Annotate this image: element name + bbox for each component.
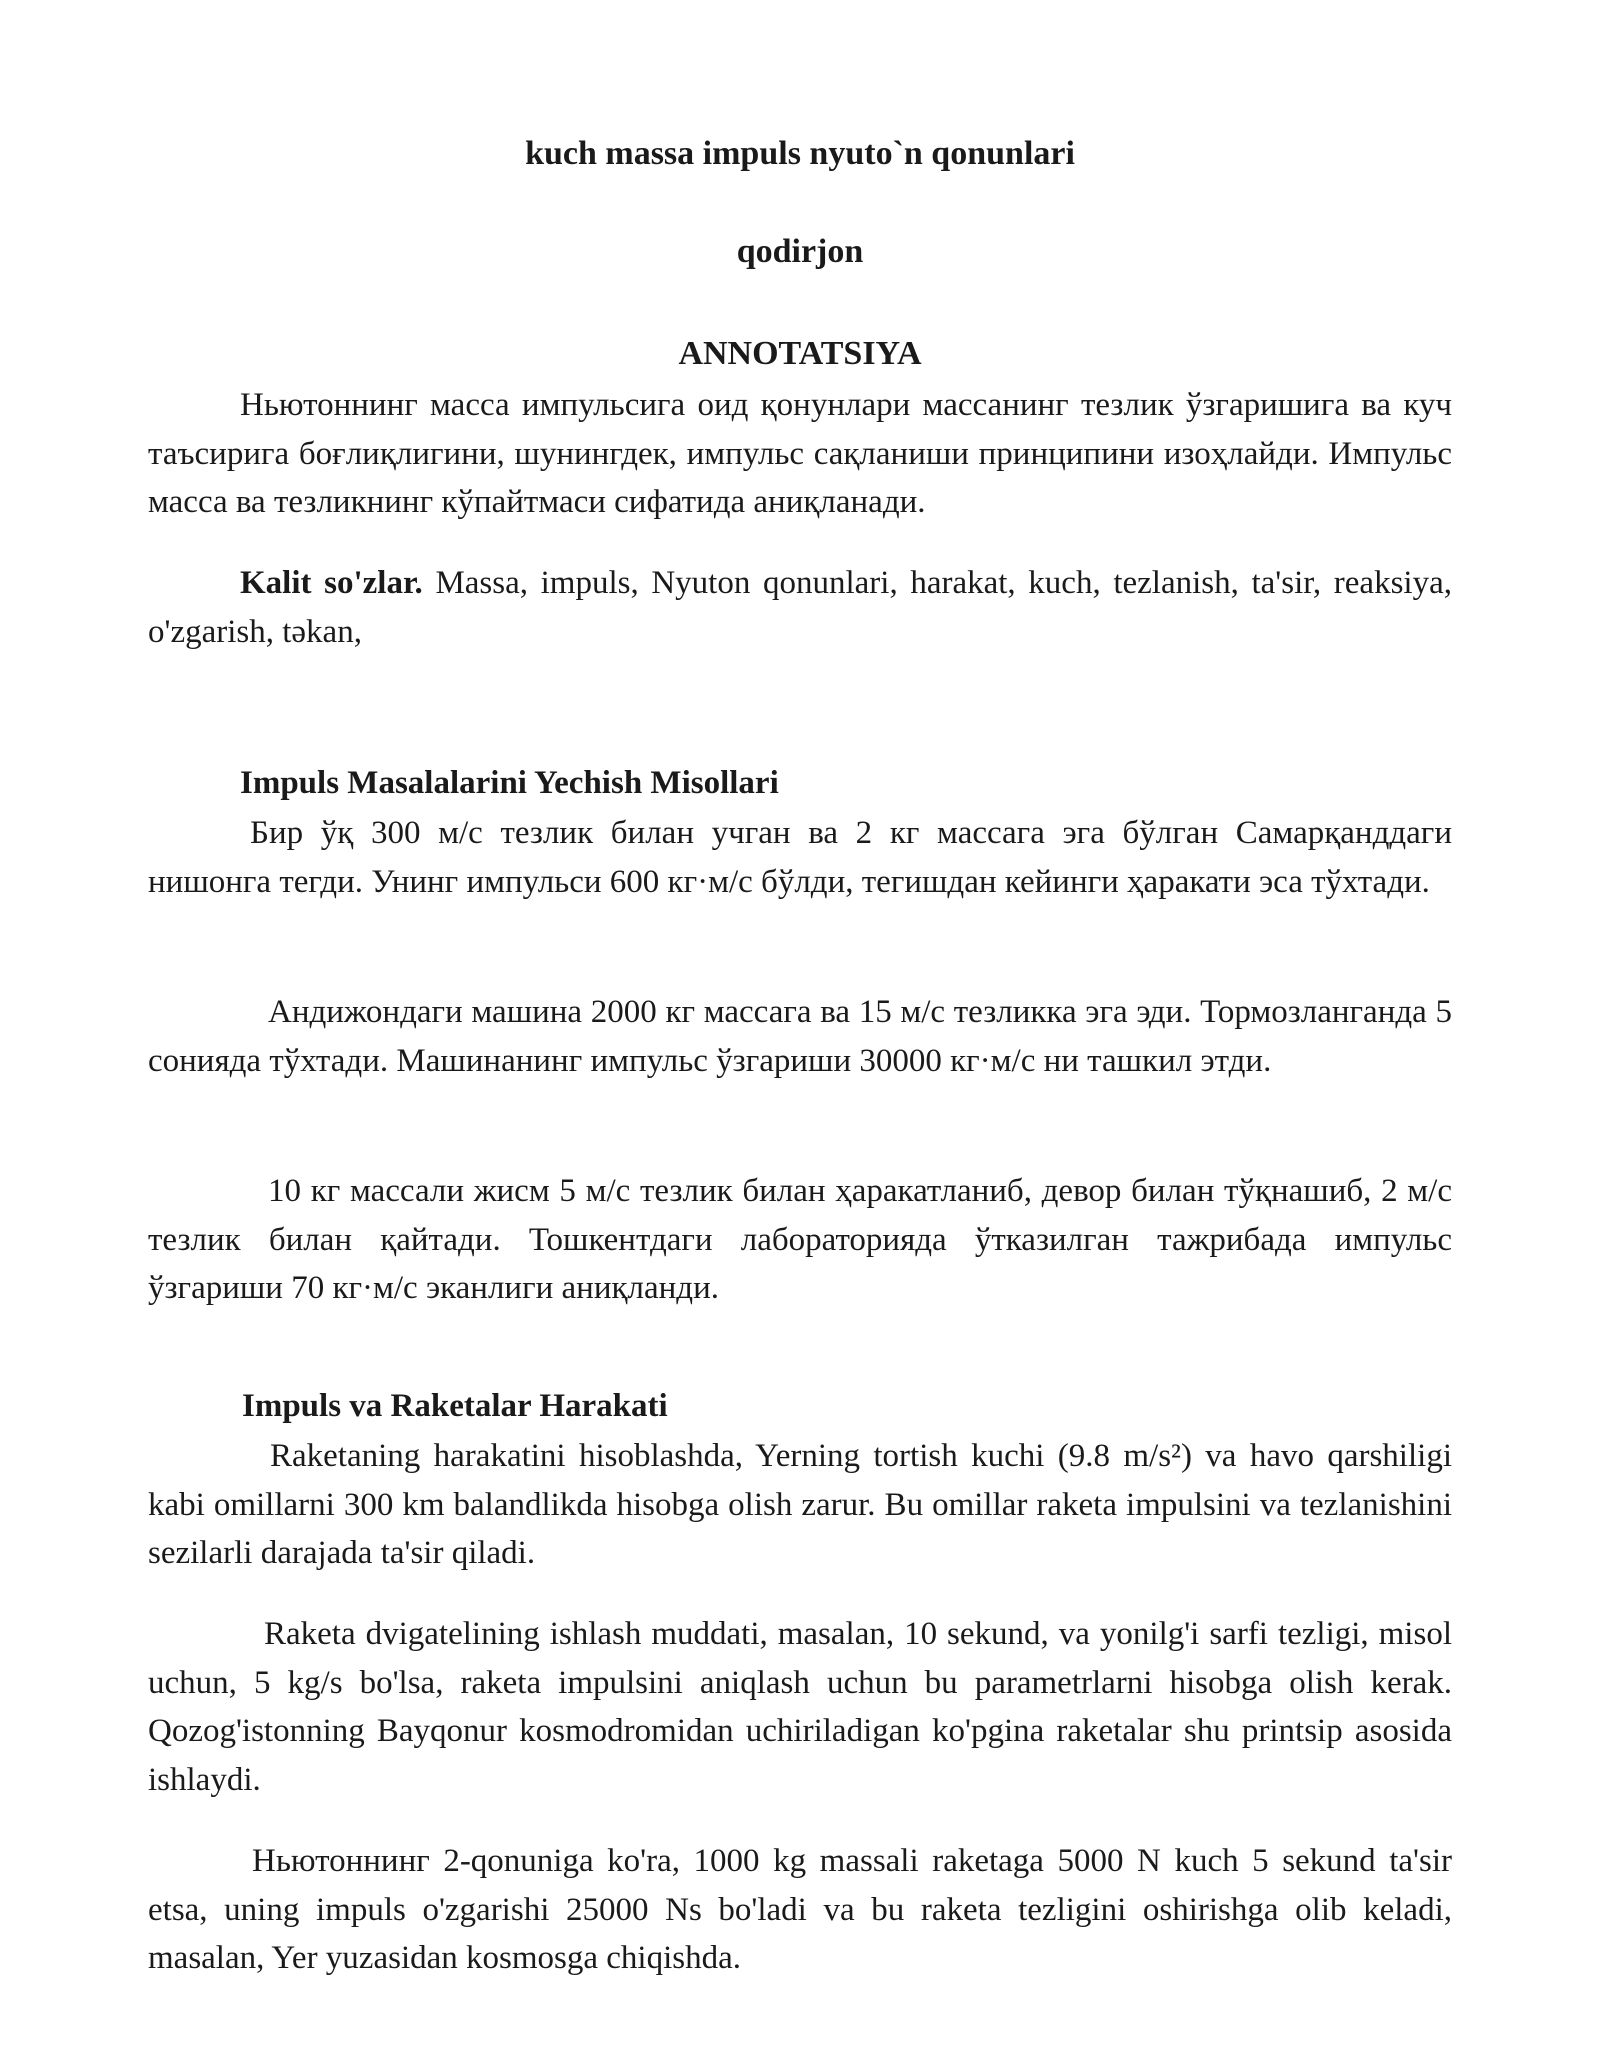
paragraph-wall-collision-example: 10 кг массали жисм 5 м/с тезлик билан ҳаракатланиб, девор билан тўқнашиб, 2 м/с тезлик билан қайтади. Тошкентдаги лабораторияда ўтказилган тажрибада импульс ўзгариши 70 кг·м/с эканлиги аниқланди.	[148, 1173, 1452, 1306]
paragraph-newton-second-law: Ньютоннинг 2-qonuniga ko'ra, 1000 kg massali raketaga 5000 N kuch 5 sekund ta'sir etsa, uning impuls o'zgarishi 25000 Ns bo'ladi va bu raketa tezligini oshirishga olib keladi, masalan, Yer yuzasidan kosmosga chiqishda.	[148, 1843, 1452, 1976]
keywords-label: Kalit so'zlar.	[240, 565, 423, 601]
document-title: kuch massa impuls nyuto`n qonunlari	[525, 135, 1075, 172]
paragraph-bullet-example: Бир ўқ 300 м/с тезлик билан учган ва 2 кг массага эга бўлган Самарқанддаги нишонга тегди. Унинг импульси 600 кг·м/с бўлди, тегишдан кейинги ҳаракати эса тўхтади.	[148, 815, 1452, 900]
section-heading-rockets: Impuls va Raketalar Harakati	[242, 1388, 668, 1424]
author-name: qodirjon	[736, 233, 864, 270]
document-page	[148, 0, 1452, 2070]
section-heading-impulse-examples: Impuls Masalalarini Yechish Misollari	[240, 765, 779, 801]
paragraph-car-example: Андижондаги машина 2000 кг массага ва 15 м/с тезликка эга эди. Тормозланганда 5 сонияда тўхтади. Машинанинг импульс ўзгариши 30000 кг·м/с ни ташкил этди.	[148, 994, 1452, 1079]
paragraph-rocket-engine: Raketa dvigatelining ishlash muddati, masalan, 10 sekund, va yonilg'i sarfi tezligi, misol uchun, 5 kg/s bo'lsa, raketa impulsini aniqlash uchun bu parametrlarni hisobga olish kerak. Qozog'istonning Bayqonur kosmodromidan uchiriladigan ko'pgina raketalar shu printsip asosida ishlaydi.	[148, 1616, 1452, 1798]
abstract-heading: ANNOTATSIYA	[678, 335, 922, 372]
abstract-paragraph: Ньютоннинг масса импульсига оид қонунлари массанинг тезлик ўзгаришига ва куч таъсирига боғлиқлигини, шунингдек, импульс сақланиши принципини изоҳлайди. Импульс масса ва тезликнинг кўпайтмаси сифатида аниқланади.	[148, 387, 1452, 520]
keywords-paragraph	[148, 559, 1452, 656]
paragraph-rocket-forces: Raketaning harakatini hisoblashda, Yerning tortish kuchi (9.8 m/s²) va havo qarshiligi kabi omillarni 300 km balandlikda hisobga olish zarur. Bu omillar raketa impulsini va tezlanishini sezilarli darajada ta'sir qiladi.	[148, 1438, 1452, 1571]
keywords-text: Massa, impuls, Nyuton qonunlari, harakat, kuch, tezlanish, ta'sir, reaksiya, o'zgarish, təkan,	[148, 565, 1452, 650]
